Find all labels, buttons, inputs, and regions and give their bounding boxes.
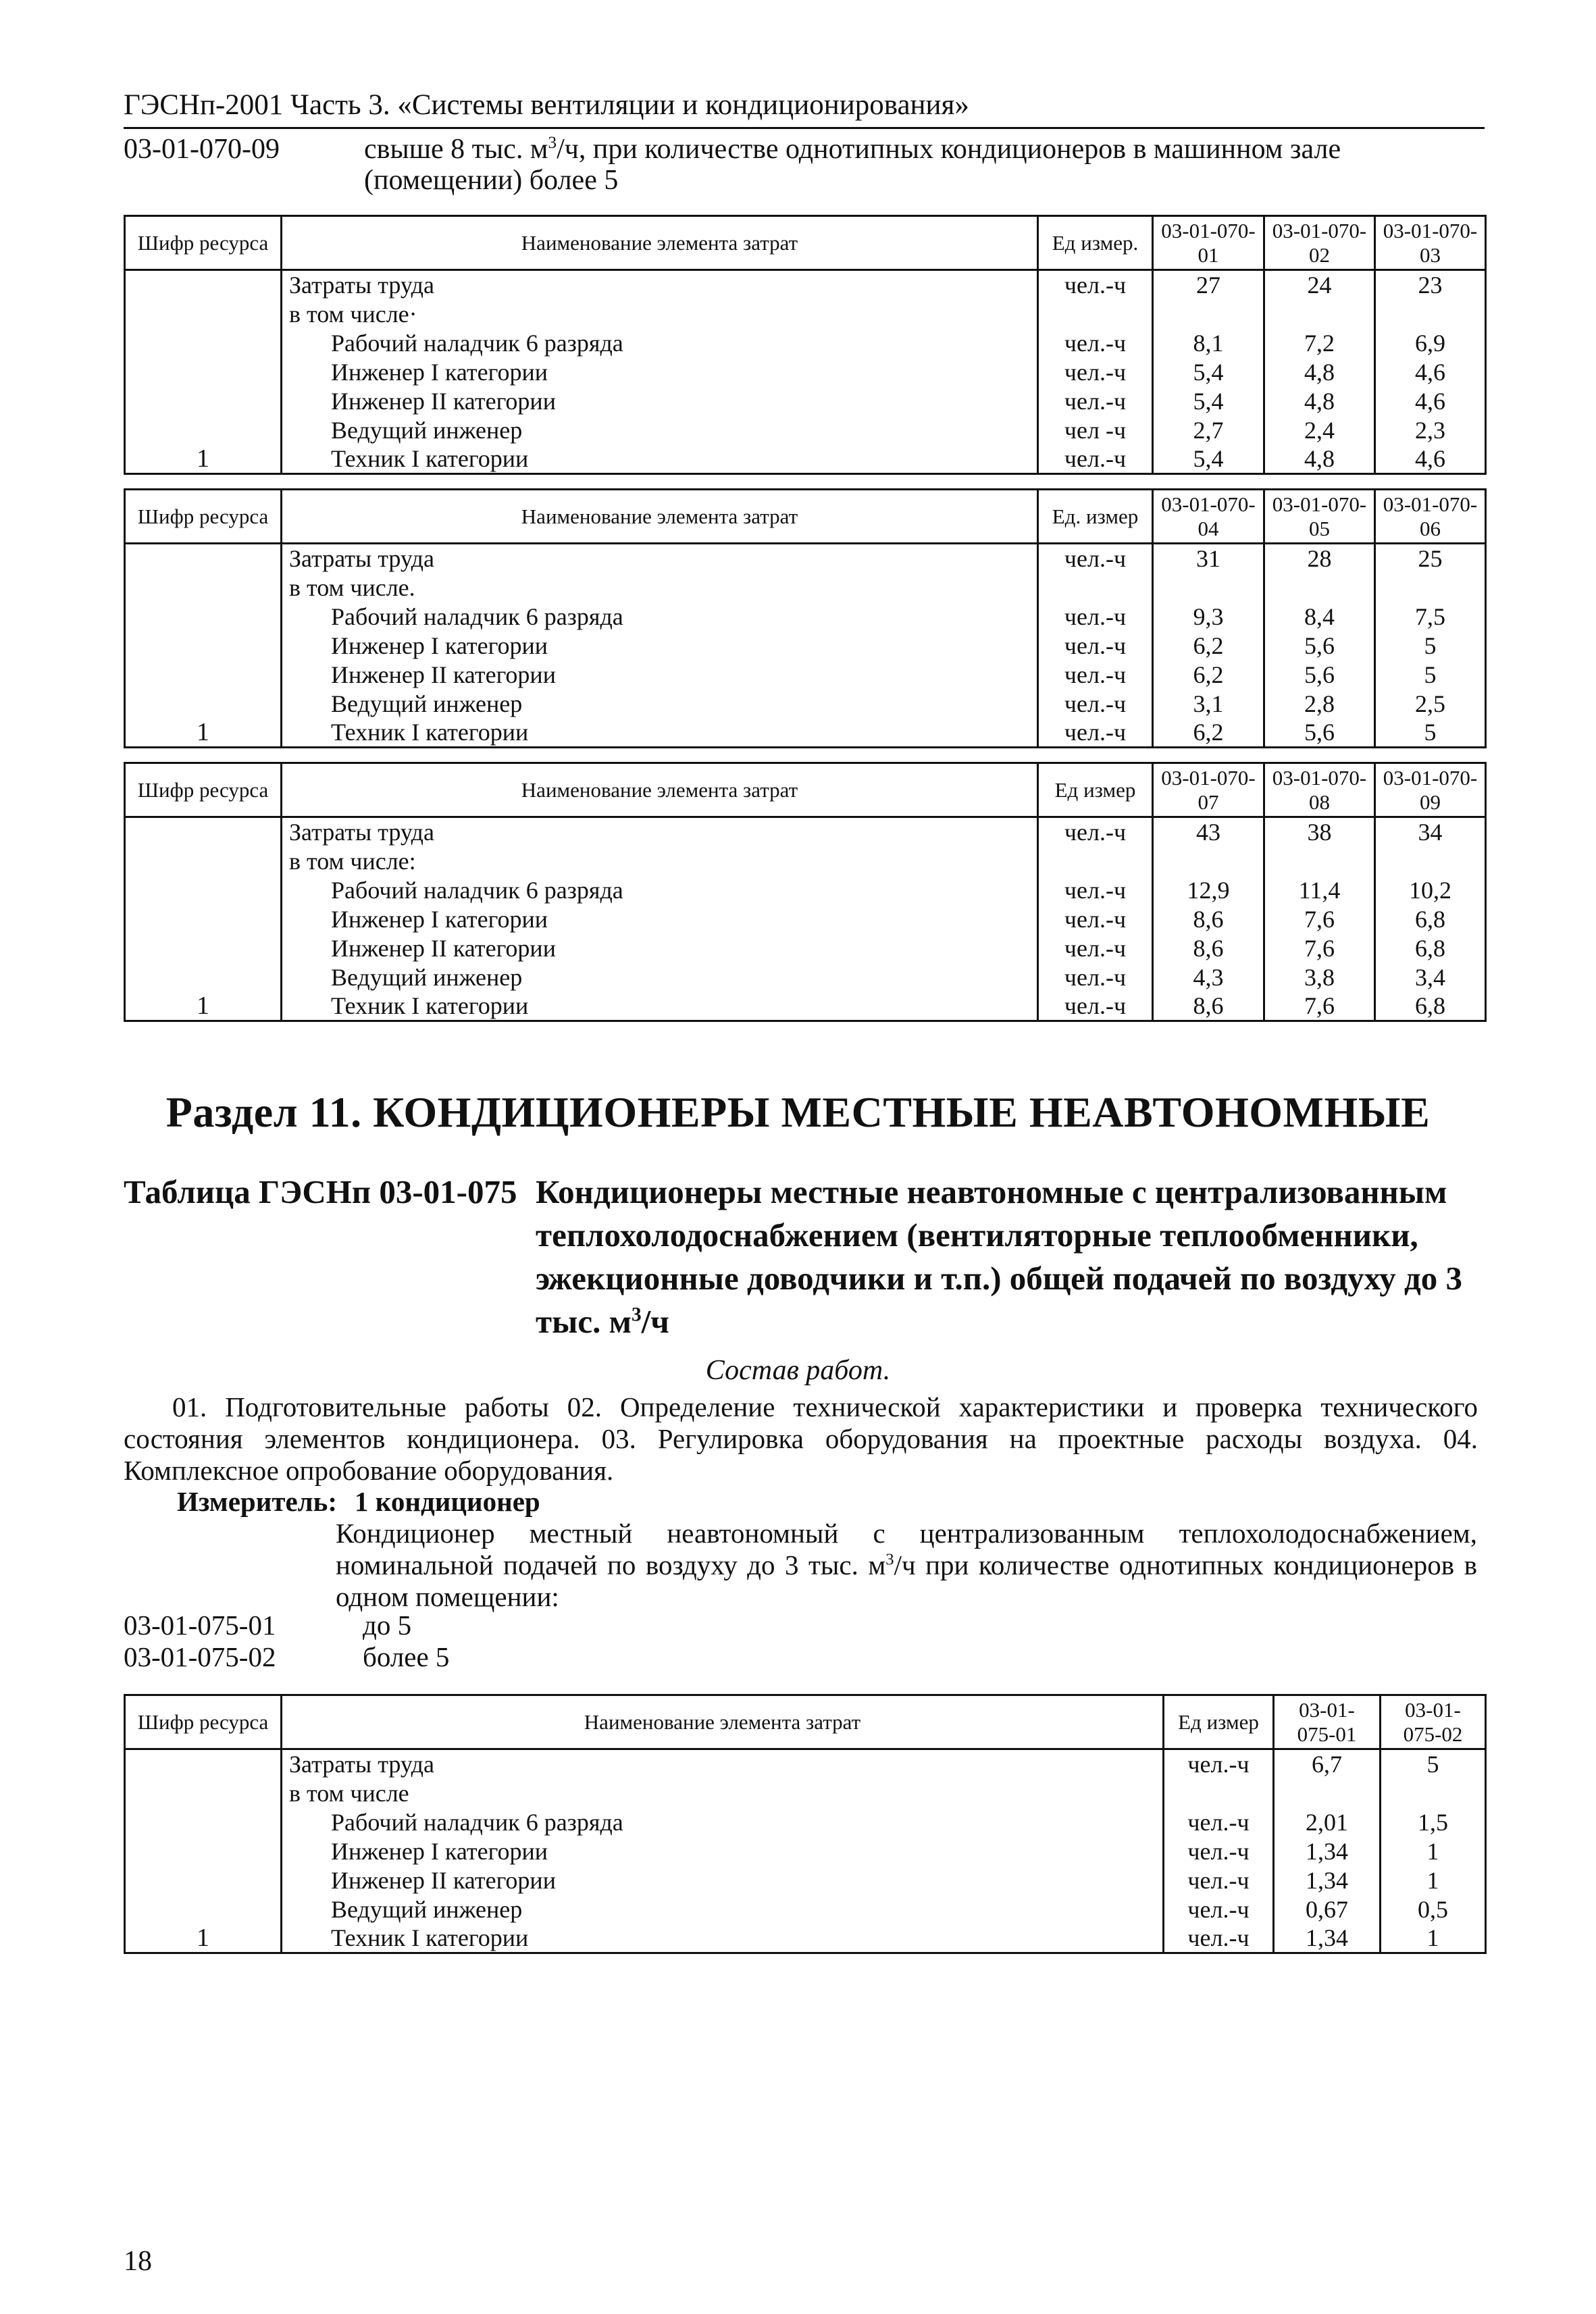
norms-table-2 bbox=[124, 488, 1487, 748]
cost-element-name: Техник I категории bbox=[282, 444, 1038, 474]
cost-element-name: в том числе· bbox=[282, 299, 1038, 328]
table-row bbox=[125, 846, 1486, 875]
value-cell: 34 bbox=[1375, 817, 1486, 847]
unit-cell bbox=[1164, 1778, 1274, 1807]
unit-cell: чел.-ч bbox=[1038, 444, 1153, 474]
value-cell: 4,8 bbox=[1264, 386, 1375, 415]
resource-code-cell: 1 bbox=[125, 817, 282, 1021]
unit-cell: чел.-ч bbox=[1038, 904, 1153, 933]
value-cell: 4,6 bbox=[1375, 444, 1486, 474]
resource-code-cell: 1 bbox=[125, 544, 282, 748]
table-row bbox=[125, 1749, 1486, 1779]
value-cell: 5,6 bbox=[1264, 660, 1375, 689]
header-cost-element: Наименование элемента затрат bbox=[282, 763, 1038, 817]
unit-cell: чел.-ч bbox=[1038, 718, 1153, 748]
value-cell: 5,4 bbox=[1153, 357, 1264, 386]
norms-table-1 bbox=[124, 215, 1487, 475]
unit-cell: чел.-ч bbox=[1038, 660, 1153, 689]
value-cell: 2,8 bbox=[1264, 689, 1375, 718]
header-unit: Ед измер bbox=[1038, 763, 1153, 817]
cost-element-name: Затраты труда bbox=[282, 1749, 1164, 1779]
value-cell: 3,4 bbox=[1375, 962, 1486, 992]
value-cell: 5,4 bbox=[1153, 386, 1264, 415]
value-cell bbox=[1381, 1778, 1486, 1807]
top-entry-code: 03-01-070-09 bbox=[124, 134, 280, 165]
cost-element-name: Инженер I категории bbox=[282, 357, 1038, 386]
value-cell: 1,34 bbox=[1274, 1924, 1381, 1953]
table-row bbox=[125, 444, 1486, 474]
value-cell: 8,6 bbox=[1153, 992, 1264, 1021]
composition-text: 01. Подготовительные работы 02. Определение технической характеристики и проверка технического состояния элементов кондиционера. 03. Регулировка оборудования на проектные расходы воздуха. 04. Комплексное опробование оборудования. bbox=[124, 1391, 1478, 1486]
value-cell: 4,8 bbox=[1264, 444, 1375, 474]
cost-element-name: Инженер II категории bbox=[282, 933, 1038, 962]
value-cell: 8,4 bbox=[1264, 602, 1375, 631]
section-title: Раздел 11. КОНДИЦИОНЕРЫ МЕСТНЫЕ НЕАВТОНОМНЫЕ bbox=[165, 1088, 1431, 1136]
cost-element-name: Ведущий инженер bbox=[282, 1895, 1164, 1924]
value-cell: 24 bbox=[1264, 270, 1375, 300]
value-cell: 5 bbox=[1375, 660, 1486, 689]
value-cell bbox=[1375, 573, 1486, 602]
unit-cell: чел.-ч bbox=[1038, 933, 1153, 962]
header-norm-code: 03-01-070-02 bbox=[1264, 216, 1375, 270]
header-resource-code: Шифр ресурса bbox=[125, 216, 282, 270]
variant-row bbox=[124, 1641, 731, 1673]
unit-cell bbox=[1038, 573, 1153, 602]
value-cell: 6,2 bbox=[1153, 631, 1264, 660]
variant-text: более 5 bbox=[363, 1641, 450, 1672]
header-resource-code: Шифр ресурса bbox=[125, 763, 282, 817]
value-cell: 28 bbox=[1264, 544, 1375, 573]
norms-table-3 bbox=[124, 762, 1487, 1022]
value-cell: 6,8 bbox=[1375, 933, 1486, 962]
value-cell bbox=[1153, 846, 1264, 875]
value-cell bbox=[1375, 846, 1486, 875]
value-cell: 10,2 bbox=[1375, 875, 1486, 904]
table-row bbox=[125, 992, 1486, 1021]
value-cell: 4,3 bbox=[1153, 962, 1264, 992]
table-header-row bbox=[125, 490, 1486, 544]
unit-cell: чел.-ч bbox=[1164, 1924, 1274, 1953]
table-header-row bbox=[125, 763, 1486, 817]
header-norm-code: 03-01-070-08 bbox=[1264, 763, 1375, 817]
cost-element-name: Ведущий инженер bbox=[282, 415, 1038, 444]
table-row bbox=[125, 718, 1486, 748]
cost-element-name: в том числе: bbox=[282, 846, 1038, 875]
cost-element-name: в том числе. bbox=[282, 573, 1038, 602]
value-cell: 6,2 bbox=[1153, 660, 1264, 689]
table-row bbox=[125, 328, 1486, 357]
value-cell: 5 bbox=[1375, 718, 1486, 748]
cost-element-name: Инженер II категории bbox=[282, 660, 1038, 689]
header-cost-element: Наименование элемента затрат bbox=[282, 490, 1038, 544]
cost-element-name: Рабочий наладчик 6 разряда bbox=[282, 875, 1038, 904]
value-cell: 7,5 bbox=[1375, 602, 1486, 631]
value-cell: 2,7 bbox=[1153, 415, 1264, 444]
cost-element-name: Инженер I категории bbox=[282, 904, 1038, 933]
value-cell: 5,4 bbox=[1153, 444, 1264, 474]
value-cell bbox=[1264, 573, 1375, 602]
value-cell: 27 bbox=[1153, 270, 1264, 300]
value-cell: 43 bbox=[1153, 817, 1264, 847]
value-cell: 25 bbox=[1375, 544, 1486, 573]
unit-cell: чел.-ч bbox=[1038, 357, 1153, 386]
unit-cell: чел.-ч bbox=[1038, 270, 1153, 300]
cost-element-name: Рабочий наладчик 6 разряда bbox=[282, 1807, 1164, 1836]
header-norm-code: 03-01-070-09 bbox=[1375, 763, 1486, 817]
header-norm-code: 03-01-070-01 bbox=[1153, 216, 1264, 270]
table-title-text: Кондиционеры местные неавтономные с централизованным теплохолодоснабжением (вентиляторные теплообменники, эжекционные доводчики и т.п.) общей подачей по воздуху до 3 тыс. $м^3/ч$ bbox=[536, 1173, 1463, 1340]
variant-row bbox=[124, 1610, 731, 1641]
cost-element-name: Затраты труда bbox=[282, 544, 1038, 573]
table-row bbox=[125, 817, 1486, 847]
header-norm-code: 03-01-070-06 bbox=[1375, 490, 1486, 544]
table-row bbox=[125, 1866, 1486, 1895]
variant-code: 03-01-075-02 bbox=[124, 1641, 276, 1672]
table-row bbox=[125, 689, 1486, 718]
value-cell: 6,8 bbox=[1375, 904, 1486, 933]
value-cell: 9,3 bbox=[1153, 602, 1264, 631]
cost-element-name: Ведущий инженер bbox=[282, 962, 1038, 992]
value-cell: 2,4 bbox=[1264, 415, 1375, 444]
unit-cell: чел.-ч bbox=[1038, 386, 1153, 415]
value-cell: 8,6 bbox=[1153, 933, 1264, 962]
header-norm-code: 03-01-075-01 bbox=[1274, 1695, 1381, 1749]
value-cell: 0,67 bbox=[1274, 1895, 1381, 1924]
composition-title: Состав работ. bbox=[705, 1355, 891, 1386]
value-cell: 3,1 bbox=[1153, 689, 1264, 718]
variant-code: 03-01-075-01 bbox=[124, 1610, 276, 1641]
unit-cell: чел.-ч bbox=[1164, 1866, 1274, 1895]
running-header: ГЭСНп-2001 Часть 3. «Системы вентиляции и кондиционирования» bbox=[124, 86, 1485, 129]
value-cell bbox=[1274, 1778, 1381, 1807]
value-cell: 1,5 bbox=[1381, 1807, 1486, 1836]
value-cell bbox=[1264, 846, 1375, 875]
unit-cell bbox=[1038, 299, 1153, 328]
value-cell: 2,5 bbox=[1375, 689, 1486, 718]
unit-cell: чел.-ч bbox=[1038, 631, 1153, 660]
table-header-row bbox=[125, 1695, 1486, 1749]
top-entry bbox=[124, 134, 1485, 201]
cost-element-name: Техник I категории bbox=[282, 1924, 1164, 1953]
value-cell: 2,3 bbox=[1375, 415, 1486, 444]
table-row bbox=[125, 962, 1486, 992]
table-row bbox=[125, 631, 1486, 660]
header-unit: Ед. измер bbox=[1038, 490, 1153, 544]
cost-element-name: Инженер II категории bbox=[282, 386, 1038, 415]
value-cell: 1 bbox=[1381, 1866, 1486, 1895]
resource-code-cell: 1 bbox=[125, 1749, 282, 1953]
table-row bbox=[125, 1836, 1486, 1866]
value-cell: 1,34 bbox=[1274, 1836, 1381, 1866]
unit-cell: чел.-ч bbox=[1038, 875, 1153, 904]
value-cell: 4,6 bbox=[1375, 386, 1486, 415]
value-cell: 1,34 bbox=[1274, 1866, 1381, 1895]
unit-cell: чел.-ч bbox=[1038, 817, 1153, 847]
cost-element-name: Рабочий наладчик 6 разряда bbox=[282, 602, 1038, 631]
unit-cell: чел.-ч bbox=[1164, 1749, 1274, 1779]
value-cell: 7,6 bbox=[1264, 904, 1375, 933]
table-row bbox=[125, 357, 1486, 386]
value-cell bbox=[1264, 299, 1375, 328]
table-row bbox=[125, 299, 1486, 328]
value-cell: 38 bbox=[1264, 817, 1375, 847]
value-cell: 1 bbox=[1381, 1924, 1486, 1953]
value-cell: 5 bbox=[1375, 631, 1486, 660]
header-resource-code: Шифр ресурса bbox=[125, 1695, 282, 1749]
table-row bbox=[125, 904, 1486, 933]
cost-element-name: Ведущий инженер bbox=[282, 689, 1038, 718]
variant-text: до 5 bbox=[363, 1610, 412, 1641]
value-cell: 6,9 bbox=[1375, 328, 1486, 357]
unit-cell: чел.-ч bbox=[1038, 992, 1153, 1021]
unit-cell: чел.-ч bbox=[1038, 689, 1153, 718]
cost-element-name: в том числе bbox=[282, 1778, 1164, 1807]
table-row bbox=[125, 602, 1486, 631]
table-row bbox=[125, 270, 1486, 300]
cost-element-name: Инженер II категории bbox=[282, 1866, 1164, 1895]
description-text: Кондиционер местный неавтономный с централизованным теплохолодоснабжением, номинальной подачей по воздуху до 3 тыс. $м^3/ч$ при количестве однотипных кондиционеров в одном помещении: bbox=[336, 1518, 1477, 1612]
table-header-row bbox=[125, 216, 1486, 270]
cost-element-name: Техник I категории bbox=[282, 718, 1038, 748]
page-number: 18 bbox=[124, 2246, 152, 2277]
cost-element-name: Рабочий наладчик 6 разряда bbox=[282, 328, 1038, 357]
unit-cell: чел.-ч bbox=[1038, 328, 1153, 357]
header-unit: Ед измер. bbox=[1038, 216, 1153, 270]
unit-cell bbox=[1038, 846, 1153, 875]
cost-element-name: Техник I категории bbox=[282, 992, 1038, 1021]
value-cell: 0,5 bbox=[1381, 1895, 1486, 1924]
header-norm-code: 03-01-070-07 bbox=[1153, 763, 1264, 817]
table-row bbox=[125, 660, 1486, 689]
meter-value: 1 кондиционер bbox=[355, 1486, 540, 1517]
table-row bbox=[125, 544, 1486, 573]
header-cost-element: Наименование элемента затрат bbox=[282, 216, 1038, 270]
cost-element-name: Затраты труда bbox=[282, 270, 1038, 300]
value-cell: 5 bbox=[1381, 1749, 1486, 1779]
header-norm-code: 03-01-070-05 bbox=[1264, 490, 1375, 544]
value-cell: 4,6 bbox=[1375, 357, 1486, 386]
table-row bbox=[125, 1924, 1486, 1953]
value-cell: 6,2 bbox=[1153, 718, 1264, 748]
cost-element-name: Инженер I категории bbox=[282, 631, 1038, 660]
table-row bbox=[125, 1778, 1486, 1807]
resource-code-cell: 1 bbox=[125, 270, 282, 474]
norms-table-4 bbox=[124, 1694, 1487, 1954]
value-cell: 3,8 bbox=[1264, 962, 1375, 992]
unit-cell: чел -ч bbox=[1038, 415, 1153, 444]
table-title-label: Таблица ГЭСНп 03-01-075 bbox=[124, 1173, 517, 1210]
value-cell: 31 bbox=[1153, 544, 1264, 573]
meter bbox=[177, 1486, 540, 1518]
unit-cell: чел.-ч bbox=[1164, 1836, 1274, 1866]
unit-cell: чел.-ч bbox=[1164, 1895, 1274, 1924]
value-cell: 7,6 bbox=[1264, 992, 1375, 1021]
value-cell: 8,6 bbox=[1153, 904, 1264, 933]
header-unit: Ед измер bbox=[1164, 1695, 1274, 1749]
value-cell: 2,01 bbox=[1274, 1807, 1381, 1836]
table-row bbox=[125, 933, 1486, 962]
value-cell: 5,6 bbox=[1264, 718, 1375, 748]
value-cell bbox=[1153, 299, 1264, 328]
value-cell: 12,9 bbox=[1153, 875, 1264, 904]
value-cell: 5,6 bbox=[1264, 631, 1375, 660]
header-norm-code: 03-01-070-04 bbox=[1153, 490, 1264, 544]
meter-label: Измеритель: bbox=[177, 1486, 338, 1517]
value-cell: 7,2 bbox=[1264, 328, 1375, 357]
table-row bbox=[125, 875, 1486, 904]
table-row bbox=[125, 415, 1486, 444]
top-entry-text: свыше 8 тыс. $м^3/ч$, при количестве однотипных кондиционеров в машинном зале (помещении) более 5 bbox=[364, 134, 1341, 196]
table-row bbox=[125, 573, 1486, 602]
value-cell: 23 bbox=[1375, 270, 1486, 300]
header-cost-element: Наименование элемента затрат bbox=[282, 1695, 1164, 1749]
header-norm-code: 03-01-070-03 bbox=[1375, 216, 1486, 270]
value-cell: 1 bbox=[1381, 1836, 1486, 1866]
cost-element-name: Затраты труда bbox=[282, 817, 1038, 847]
table-row bbox=[125, 1807, 1486, 1836]
value-cell: 7,6 bbox=[1264, 933, 1375, 962]
value-cell bbox=[1153, 573, 1264, 602]
value-cell: 6,7 bbox=[1274, 1749, 1381, 1779]
table-row bbox=[125, 386, 1486, 415]
unit-cell: чел.-ч bbox=[1038, 962, 1153, 992]
value-cell: 11,4 bbox=[1264, 875, 1375, 904]
value-cell bbox=[1375, 299, 1486, 328]
value-cell: 4,8 bbox=[1264, 357, 1375, 386]
table-row bbox=[125, 1895, 1486, 1924]
header-resource-code: Шифр ресурса bbox=[125, 490, 282, 544]
cost-element-name: Инженер I категории bbox=[282, 1836, 1164, 1866]
unit-cell: чел.-ч bbox=[1038, 544, 1153, 573]
value-cell: 6,8 bbox=[1375, 992, 1486, 1021]
value-cell: 8,1 bbox=[1153, 328, 1264, 357]
header-norm-code: 03-01-075-02 bbox=[1381, 1695, 1486, 1749]
unit-cell: чел.-ч bbox=[1164, 1807, 1274, 1836]
unit-cell: чел.-ч bbox=[1038, 602, 1153, 631]
